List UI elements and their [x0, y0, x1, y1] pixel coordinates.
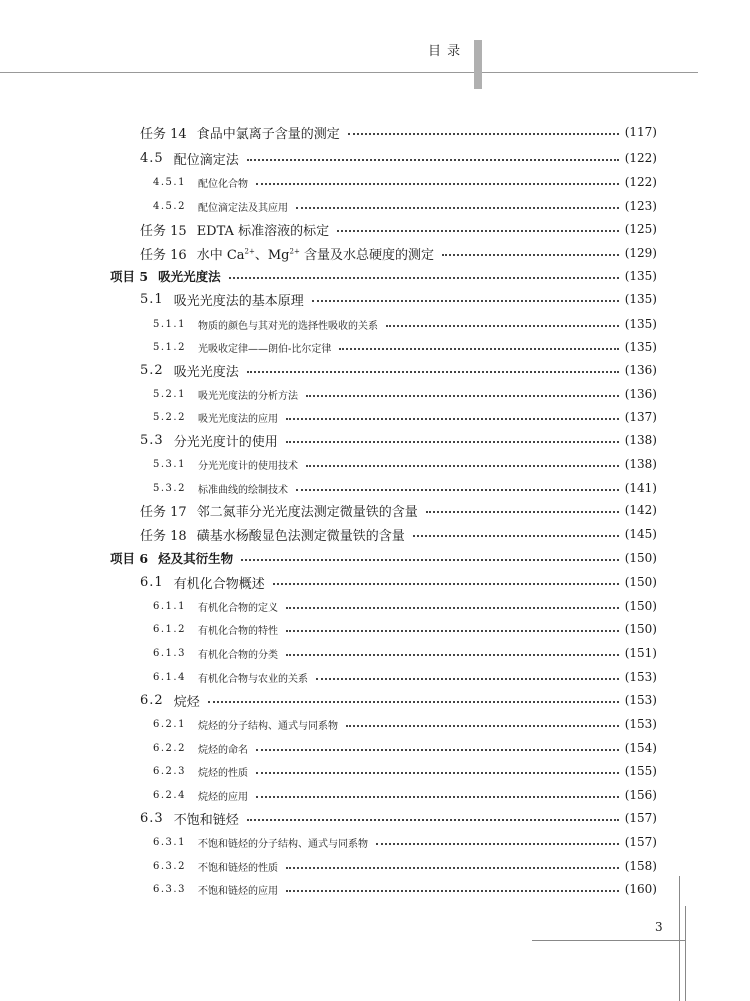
entry-page: (135): [624, 340, 657, 354]
title-part: 含量及水总硬度的测定: [303, 247, 434, 263]
entry-number: 5.1: [140, 291, 164, 307]
toc-entry[interactable]: [140, 219, 657, 239]
leader-dots: [208, 701, 619, 703]
entry-number: 6.1.4: [153, 671, 186, 683]
leader-dots: [286, 867, 619, 869]
page-number: 3: [655, 920, 663, 934]
entry-title: 有机化合物的分类: [197, 649, 278, 661]
toc-entry[interactable]: [153, 454, 657, 474]
entry-number: 6.1.3: [153, 647, 186, 659]
entry-number: 5.2.2: [153, 411, 186, 423]
toc-entry[interactable]: [140, 430, 657, 450]
entry-page: (141): [624, 481, 657, 495]
superscript: 2+: [244, 247, 255, 256]
entry-title: 光吸收定律——朗伯-比尔定律: [197, 343, 332, 355]
toc-entry[interactable]: [140, 500, 657, 520]
leader-dots: [241, 559, 619, 561]
entry-title: 吸光光度法: [158, 269, 221, 284]
entry-number: 6.3.2: [153, 860, 186, 872]
toc-entry[interactable]: [153, 619, 657, 639]
leader-dots: [296, 489, 619, 491]
toc-entry[interactable]: [140, 360, 657, 380]
entry-page: (153): [624, 693, 657, 707]
toc-entry[interactable]: [153, 832, 657, 852]
entry-title: 吸光光度法的应用: [197, 413, 278, 425]
entry-title: 标准曲线的绘制技术: [197, 484, 288, 496]
toc-entry[interactable]: [153, 196, 657, 216]
entry-title: [197, 244, 434, 263]
entry-page: (150): [624, 622, 657, 636]
footer-vertical-line: [679, 876, 680, 1001]
toc-entry[interactable]: [153, 879, 657, 899]
entry-number: 5.3: [140, 432, 164, 448]
entry-title: 分光光度计的使用: [173, 434, 278, 450]
entry-title: 烷烃的应用: [197, 791, 248, 803]
entry-title: EDTA 标准溶液的标定: [196, 223, 330, 239]
entry-title: 磺基水杨酸显色法测定微量铁的含量: [196, 528, 405, 544]
leader-dots: [229, 277, 619, 279]
entry-title: 配位滴定法及其应用: [197, 202, 288, 214]
toc-entry[interactable]: [140, 243, 657, 263]
leader-dots: [306, 395, 619, 397]
entry-title: 有机化合物与农业的关系: [197, 673, 308, 685]
entry-number: 6.2: [140, 692, 164, 708]
toc-entry[interactable]: [153, 667, 657, 687]
entry-title: 吸光光度法的基本原理: [173, 293, 304, 309]
leader-dots: [256, 749, 619, 751]
entry-number: 项目 6: [110, 551, 149, 566]
entry-page: (117): [624, 125, 657, 139]
entry-title: 配位化合物: [197, 178, 248, 190]
leader-dots: [247, 819, 619, 821]
entry-page: (155): [624, 764, 657, 778]
entry-number: 6.3: [140, 810, 164, 826]
entry-title: 吸光光度法的分析方法: [197, 390, 298, 402]
entry-number: 5.3.1: [153, 458, 186, 470]
leader-dots: [413, 535, 619, 537]
entry-page: (122): [624, 175, 657, 189]
entry-title: 烷烃的命名: [197, 744, 248, 756]
entry-number: 6.3.3: [153, 883, 186, 895]
entry-page: (160): [624, 882, 657, 896]
entry-page: (157): [624, 811, 657, 825]
leader-dots: [256, 772, 619, 774]
entry-number: 6.2.1: [153, 718, 186, 730]
toc-entry[interactable]: [153, 384, 657, 404]
entry-page: (156): [624, 788, 657, 802]
leader-dots: [346, 725, 619, 727]
toc-entry[interactable]: [153, 785, 657, 805]
entry-title: 配位滴定法: [173, 152, 239, 168]
toc-entry[interactable]: [140, 808, 657, 828]
leader-dots: [247, 371, 619, 373]
toc-entry[interactable]: [153, 761, 657, 781]
leader-dots: [247, 159, 619, 161]
entry-page: (129): [624, 246, 657, 260]
entry-number: 6.3.1: [153, 836, 186, 848]
toc-entry[interactable]: [153, 596, 657, 616]
entry-title: 不饱和链烃的分子结构、通式与同系物: [197, 838, 368, 850]
entry-page: (122): [624, 151, 657, 165]
toc-entry[interactable]: [153, 856, 657, 876]
entry-page: (123): [624, 199, 657, 213]
leader-dots: [286, 418, 619, 420]
leader-dots: [296, 207, 619, 209]
entry-page: (136): [624, 387, 657, 401]
entry-page: (158): [624, 859, 657, 873]
entry-number: 4.5.1: [153, 176, 186, 188]
entry-page: (150): [624, 575, 657, 589]
leader-dots: [312, 300, 619, 302]
entry-title: 烷烃的分子结构、通式与同系物: [197, 720, 338, 732]
entry-number: 5.2.1: [153, 388, 186, 400]
toc-entry[interactable]: [153, 643, 657, 663]
entry-page: (153): [624, 670, 657, 684]
toc-entry[interactable]: [140, 289, 657, 309]
entry-page: (142): [624, 503, 657, 517]
leader-dots: [286, 630, 619, 632]
entry-number: 4.5: [140, 150, 164, 166]
footer-vertical-line: [685, 906, 686, 1001]
header-bar: [474, 40, 482, 89]
entry-page: (138): [624, 433, 657, 447]
leader-dots: [273, 583, 619, 585]
entry-number: 5.2: [140, 362, 164, 378]
header-rule: [0, 72, 698, 73]
entry-number: 任务 14: [140, 126, 187, 142]
toc-entry[interactable]: [140, 148, 657, 168]
entry-title: 吸光光度法: [173, 364, 239, 380]
entry-number: 6.1.2: [153, 623, 186, 635]
entry-title: 不饱和链烃: [173, 812, 239, 828]
entry-number: 6.1: [140, 574, 164, 590]
entry-page: (137): [624, 410, 657, 424]
entry-number: 任务 17: [140, 504, 187, 520]
toc-entry[interactable]: [153, 337, 657, 357]
title-part: 、Mg: [254, 247, 290, 263]
entry-number: 5.3.2: [153, 482, 186, 494]
entry-number: 任务 16: [140, 247, 187, 263]
entry-page: (157): [624, 835, 657, 849]
leader-dots: [256, 796, 619, 798]
entry-number: 4.5.2: [153, 200, 186, 212]
toc-entry[interactable]: [153, 714, 657, 734]
entry-page: (125): [624, 222, 657, 236]
leader-dots: [337, 230, 619, 232]
entry-title: 烷烃的性质: [197, 767, 248, 779]
entry-page: (145): [624, 527, 657, 541]
entry-page: (153): [624, 717, 657, 731]
leader-dots: [306, 465, 619, 467]
toc-entry[interactable]: [110, 266, 657, 286]
superscript: 2+: [289, 247, 300, 256]
leader-dots: [286, 441, 619, 443]
title-part: 水中 Ca: [196, 247, 245, 263]
entry-title: 不饱和链烃的性质: [197, 862, 278, 874]
entry-title: 分光光度计的使用技术: [197, 460, 298, 472]
entry-number: 6.2.4: [153, 789, 186, 801]
entry-title: 物质的颜色与其对光的选择性吸收的关系: [197, 320, 378, 332]
entry-page: (151): [624, 646, 657, 660]
leader-dots: [256, 183, 619, 185]
toc-entry[interactable]: [140, 122, 657, 142]
entry-title: 有机化合物的定义: [197, 602, 278, 614]
entry-title: 有机化合物的特性: [197, 625, 278, 637]
entry-title: 烷烃: [173, 694, 200, 710]
entry-page: (135): [624, 317, 657, 331]
header-title: 目 录: [428, 44, 462, 59]
leader-dots: [348, 133, 619, 135]
toc-entry[interactable]: [110, 548, 657, 568]
entry-page: (136): [624, 363, 657, 377]
leader-dots: [286, 654, 619, 656]
entry-title: 烃及其衍生物: [158, 551, 234, 566]
entry-page: (150): [624, 599, 657, 613]
toc-entry[interactable]: [140, 572, 657, 592]
toc-entry[interactable]: [153, 314, 657, 334]
entry-title: 食品中氯离子含量的测定: [196, 126, 340, 142]
toc-entry[interactable]: [153, 738, 657, 758]
entry-number: 5.1.1: [153, 318, 186, 330]
toc-entry[interactable]: [153, 407, 657, 427]
entry-page: (135): [624, 292, 657, 306]
entry-page: (150): [624, 551, 657, 565]
leader-dots: [386, 325, 619, 327]
entry-number: 5.1.2: [153, 341, 186, 353]
entry-number: 6.2.2: [153, 742, 186, 754]
entry-number: 6.2.3: [153, 765, 186, 777]
leader-dots: [376, 843, 619, 845]
entry-page: (138): [624, 457, 657, 471]
entry-page: (135): [624, 269, 657, 283]
entry-number: 项目 5: [110, 269, 149, 284]
entry-title: 不饱和链烃的应用: [197, 885, 278, 897]
toc-entry[interactable]: [153, 172, 657, 192]
entry-title: 有机化合物概述: [173, 576, 265, 592]
leader-dots: [442, 254, 619, 256]
entry-number: 任务 15: [140, 223, 187, 239]
toc-entry[interactable]: [140, 524, 657, 544]
leader-dots: [316, 678, 619, 680]
leader-dots: [426, 511, 619, 513]
toc-entry[interactable]: [153, 478, 657, 498]
toc-entry[interactable]: [140, 690, 657, 710]
entry-number: 6.1.1: [153, 600, 186, 612]
leader-dots: [286, 890, 619, 892]
footer-horizontal-line: [532, 940, 686, 941]
leader-dots: [286, 607, 619, 609]
entry-number: 任务 18: [140, 528, 187, 544]
entry-title: 邻二氮菲分光光度法测定微量铁的含量: [196, 504, 418, 520]
entry-page: (154): [624, 741, 657, 755]
leader-dots: [339, 348, 618, 350]
